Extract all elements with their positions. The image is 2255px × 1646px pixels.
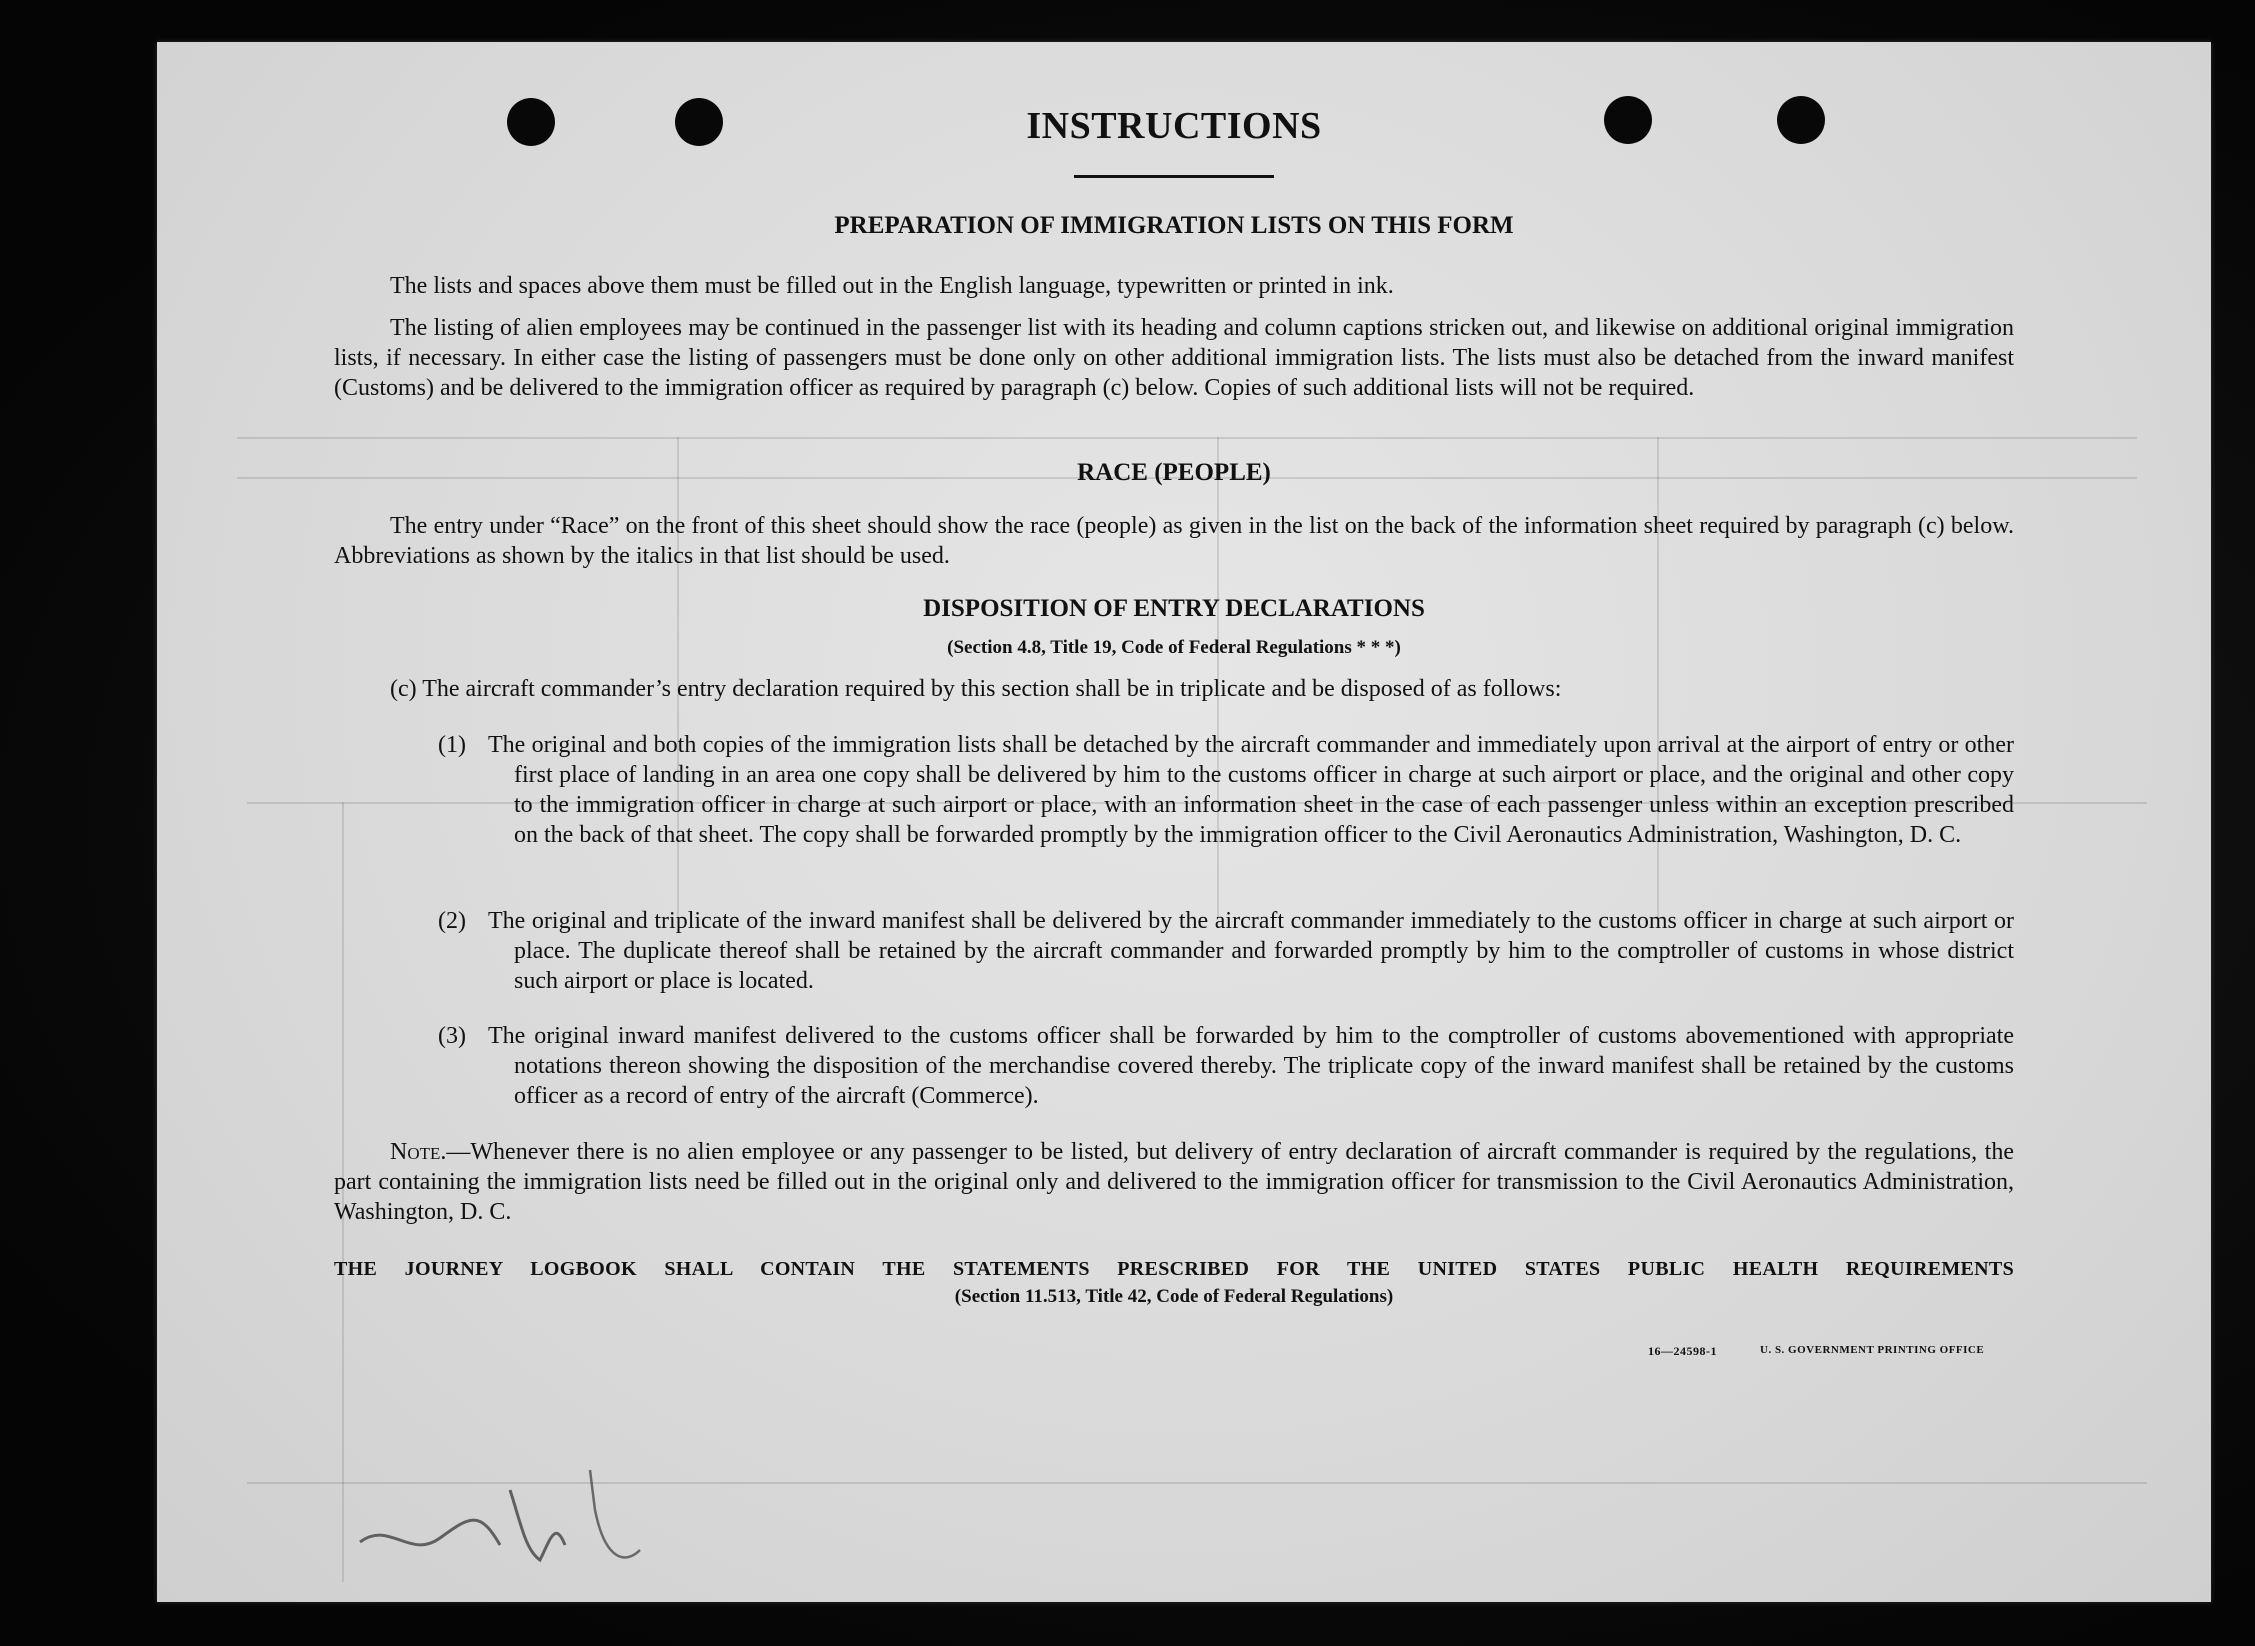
printer-imprint: U. S. GOVERNMENT PRINTING OFFICE <box>1760 1344 1985 1356</box>
section-heading-race: RACE (PEOPLE) <box>1077 459 1271 486</box>
handwritten-signature <box>350 1450 670 1580</box>
note-label: Note. <box>390 1139 447 1165</box>
item-number: (2) <box>438 908 466 934</box>
health-requirements-line: THE JOURNEY LOGBOOK SHALL CONTAIN THE STATEMENTS PRESCRIBED FOR THE UNITED STATES PUBLIC HEALTH REQUIREMENTS <box>334 1258 2014 1280</box>
form-code: 16—24598-1 <box>1648 1344 1717 1358</box>
paragraph-alien-employees: The listing of alien employees may be continued in the passenger list with its heading and column captions stricken out, and likewise on additional original immigration lists, if necessary. In either case the listing of passengers must be done only on other additional immigration lists. The lists must also be detached from the inward manifest (Customs) and be delivered to the immigration officer as required by paragraph (c) below. Copies of such additional lists will not be required. <box>334 315 2014 401</box>
paragraph-language: The lists and spaces above them must be filled out in the English language, typewritten or printed in ink. <box>390 273 1394 299</box>
paragraph-disposition-intro: (c) The aircraft commander’s entry declaration required by this section shall be in triplicate and be disposed of as follows: <box>390 676 1562 702</box>
paragraph-note <box>334 1137 2014 1227</box>
item-text: The original and triplicate of the inward manifest shall be delivered by the aircraft commander immediately to the customs officer in charge at such airport or place. The duplicate thereof shall be retained by the aircraft commander and forwarded promptly by him to the comptroller of customs in whose district such airport or place is located. <box>488 908 2014 994</box>
section-heading-immigration-lists: PREPARATION OF IMMIGRATION LISTS ON THIS FORM <box>834 212 1514 239</box>
page-title: INSTRUCTIONS <box>1026 105 1322 147</box>
item-number: (3) <box>438 1023 466 1049</box>
title-underline <box>1074 175 1274 178</box>
bleed-through-rule <box>237 437 2137 439</box>
disposition-citation: (Section 4.8, Title 19, Code of Federal Regulations * * *) <box>947 637 1401 658</box>
item-text: The original inward manifest delivered to the customs officer shall be forwarded by him to the comptroller of customs abovementioned with appropriate notations thereon showing the disposition of the merchandise covered thereby. The triplicate copy of the inward manifest shall be retained by the customs officer as a record of entry of the aircraft (Commerce). <box>488 1023 2014 1109</box>
item-number: (1) <box>438 732 466 758</box>
note-text: —Whenever there is no alien employee or any passenger to be listed, but delivery of entry declaration of aircraft commander is required by the regulations, the part containing the immigration lists need be filled out in the original only and delivered to the immigration officer for transmission to the Civil Aeronautics Administration, Washington, D. C. <box>334 1139 2014 1225</box>
item-text: The original and both copies of the immigration lists shall be detached by the aircraft commander and immediately upon arrival at the airport of entry or other first place of landing in an area one copy shall be delivered by him to the customs officer in charge at such airport or place, and the original and other copy to the immigration officer in charge at such airport or place, with an information sheet in the case of each passenger unless within an exception prescribed on the back of that sheet. The copy shall be forwarded promptly by the immigration officer to the Civil Aeronautics Administration, Washington, D. C. <box>488 732 2014 848</box>
section-heading-disposition: DISPOSITION OF ENTRY DECLARATIONS <box>923 595 1425 622</box>
paragraph-race: The entry under “Race” on the front of this sheet should show the race (people) as given in the list on the back of the information sheet required by paragraph (c) below. Abbreviations as shown by the italics in that list should be used. <box>334 513 2014 569</box>
health-citation: (Section 11.513, Title 42, Code of Federal Regulations) <box>954 1286 1394 1307</box>
